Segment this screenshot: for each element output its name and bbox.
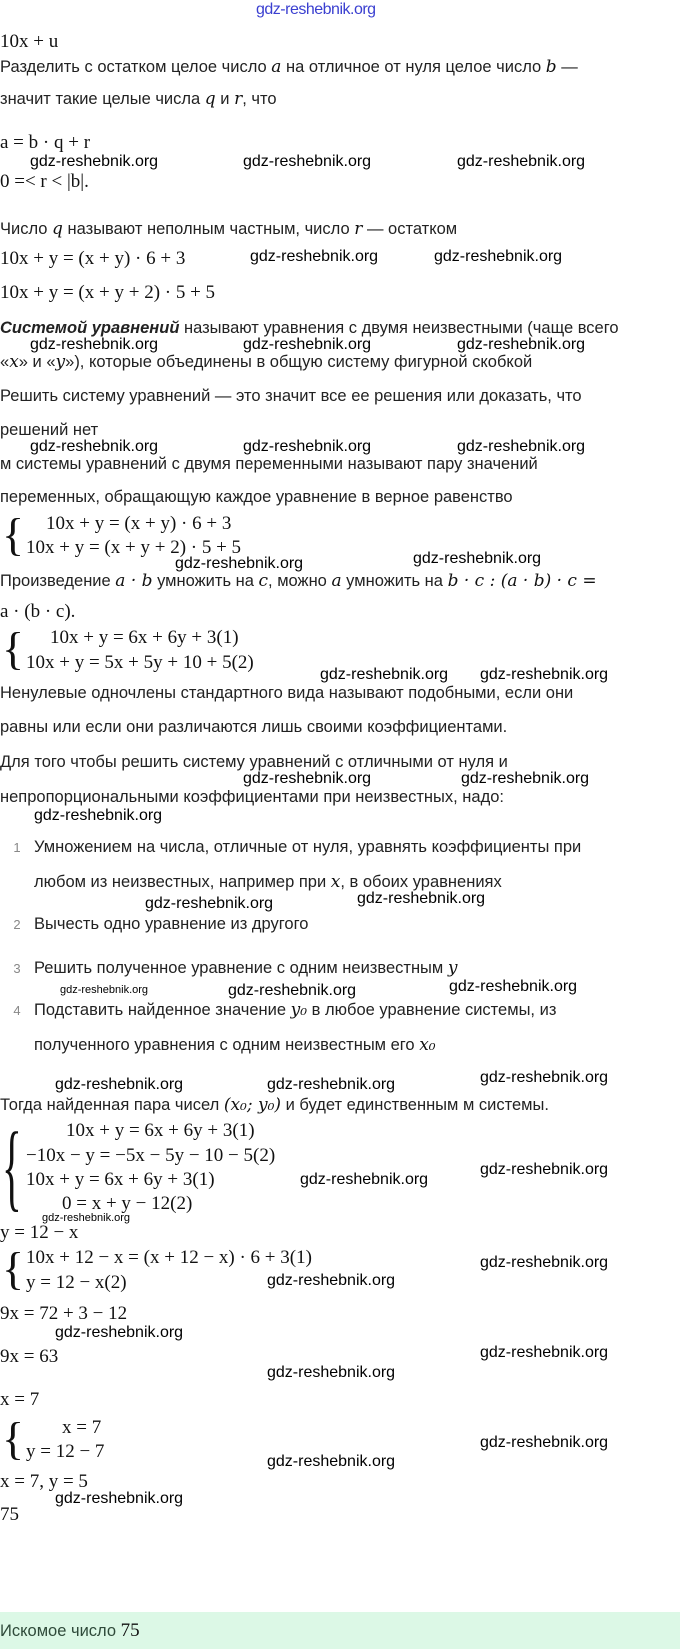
paragraph: непропорциональными коэффициентами при неизвестных, надо: [0,788,504,806]
watermark-header: gdz-reshebnik.org [256,1,376,18]
system-equation: 10x + y = 6x + 6y + 3(1) [66,1120,255,1141]
watermark: gdz-reshebnik.org [55,1490,184,1507]
list-item: 4 Подставить найденное значение y₀ в любое уравнение системы, из [13,1000,557,1020]
paragraph: Решить систему уравнений — это значит все ее решения или доказать, что [0,387,582,405]
equation: 10x + y = (x + y + 2) · 5 + 5 [0,282,216,303]
watermark: gdz-reshebnik.org [480,666,609,683]
system-equation: 10x + y = (x + y) · 6 + 3 [46,513,232,534]
equation: a · (b · c). [0,601,76,622]
paragraph: равны или если они различаются лишь своими коэффициентами. [0,718,508,736]
paragraph: Разделить с остатком целое число a на отличное от нуля целое число b — [0,57,578,77]
equation: x = 7, y = 5 [0,1471,88,1492]
watermark: gdz-reshebnik.org [175,555,304,572]
watermark: gdz-reshebnik.org [267,1364,396,1381]
watermark: gdz-reshebnik.org [30,336,159,353]
system-equation: x = 7 [62,1417,102,1438]
list-item: 3 Решить полученное уравнение с одним неизвестным y [13,958,458,978]
equation: 9x = 72 + 3 − 12 [0,1303,128,1324]
system-equation: y = 12 − x(2) [26,1272,127,1293]
watermark: gdz-reshebnik.org [267,1453,396,1470]
watermark: gdz-reshebnik.org [434,248,563,265]
system-equation: 10x + y = 6x + 6y + 3(1) [50,627,239,648]
watermark: gdz-reshebnik.org [30,153,159,170]
system-brace: { [2,509,25,560]
equation: 75 [0,1504,19,1525]
watermark: gdz-reshebnik.org [243,153,372,170]
watermark: gdz-reshebnik.org [243,438,372,455]
system-equation: y = 12 − 7 [26,1441,105,1462]
watermark: gdz-reshebnik.org [243,336,372,353]
paragraph: Ненулевые одночлены стандартного вида называют подобными, если они [0,684,574,702]
answer-box [0,1612,680,1649]
watermark: gdz-reshebnik.org [480,1434,609,1451]
equation: a = b · q + r [0,132,91,153]
watermark: gdz-reshebnik.org [55,1324,184,1341]
system-brace: { [2,1413,25,1464]
watermark: gdz-reshebnik.org [413,550,542,567]
watermark: gdz-reshebnik.org [243,770,372,787]
system-brace: { [2,1113,22,1221]
watermark: gdz-reshebnik.org [480,1161,609,1178]
system-brace: { [2,623,25,674]
list-item-continuation: полученного уравнения с одним неизвестным его x₀ [34,1035,436,1055]
watermark: gdz-reshebnik.org [267,1272,396,1289]
system-equation: −10x − y = −5x − 5y − 10 − 5(2) [26,1145,276,1166]
paragraph: Тогда найденная пара чисел (x₀; y₀) и будет единственным м системы. [0,1095,549,1115]
equation: 0 =< r < |b|. [0,171,89,192]
system-brace: { [2,1243,25,1294]
paragraph: Произведение a · b умножить на c, можно a умножить на b · c : (a · b) · c = [0,571,597,591]
system-equation: 10x + y = 6x + 6y + 3(1) [26,1169,215,1190]
watermark: gdz-reshebnik.org [300,1171,429,1188]
watermark: gdz-reshebnik.org [250,248,379,265]
paragraph: переменных, обращающую каждое уравнение в верное равенство [0,488,513,506]
watermark: gdz-reshebnik.org [457,438,586,455]
watermark: gdz-reshebnik.org [480,1254,609,1271]
watermark: gdz-reshebnik.org [145,895,274,912]
answer-label: Искомое число [0,1622,121,1640]
watermark: gdz-reshebnik.org [30,438,159,455]
equation: 9x = 63 [0,1346,59,1367]
system-equation: 0 = x + y − 12(2) [62,1193,193,1214]
system-equation: 10x + y = (x + y + 2) · 5 + 5 [26,537,242,558]
equation: x = 7 [0,1389,40,1410]
equation: 10x + y = (x + y) · 6 + 3 [0,248,186,269]
watermark: gdz-reshebnik.org [480,1344,609,1361]
watermark: gdz-reshebnik.org [449,978,578,995]
watermark: gdz-reshebnik.org [480,1069,609,1086]
watermark: gdz-reshebnik.org [461,770,590,787]
answer-value: 75 [120,1620,140,1641]
paragraph: Системой уравнений называют уравнения с двумя неизвестными (чаще всего [0,319,619,337]
paragraph: решений нет [0,421,99,439]
watermark: gdz-reshebnik.org [457,153,586,170]
system-equation: 10x + y = 5x + 5y + 10 + 5(2) [26,652,254,673]
system-equation: 10x + 12 − x = (x + 12 − x) · 6 + 3(1) [26,1247,312,1268]
watermark: gdz-reshebnik.org [267,1076,396,1093]
watermark: gdz-reshebnik.org [34,807,163,824]
watermark: gdz-reshebnik.org [357,890,486,907]
paragraph: значит такие целые числа q и r, что [0,89,277,109]
expression: 10x + u [0,31,59,52]
watermark: gdz-reshebnik.org [320,666,449,683]
watermark: gdz-reshebnik.org [42,1212,131,1224]
list-item: 2 Вычесть одно уравнение из другого [13,915,309,933]
equation: y = 12 − x [0,1222,79,1243]
watermark: gdz-reshebnik.org [228,982,357,999]
watermark: gdz-reshebnik.org [60,984,149,996]
paragraph: Число q называют неполным частным, число r — остатком [0,219,458,239]
list-item-continuation: любом из неизвестных, например при x, в обоих уравнениях [34,872,502,892]
paragraph: Для того чтобы решить систему уравнений с отличными от нуля и [0,753,508,771]
watermark: gdz-reshebnik.org [55,1076,184,1093]
paragraph: м системы уравнений с двумя переменными называют пару значений [0,455,538,473]
watermark: gdz-reshebnik.org [457,336,586,353]
list-item: 1 Умножением на числа, отличные от нуля, уравнять коэффициенты при [13,838,582,856]
paragraph: «x» и «y»), которые объединены в общую систему фигурной скобкой [0,352,533,372]
